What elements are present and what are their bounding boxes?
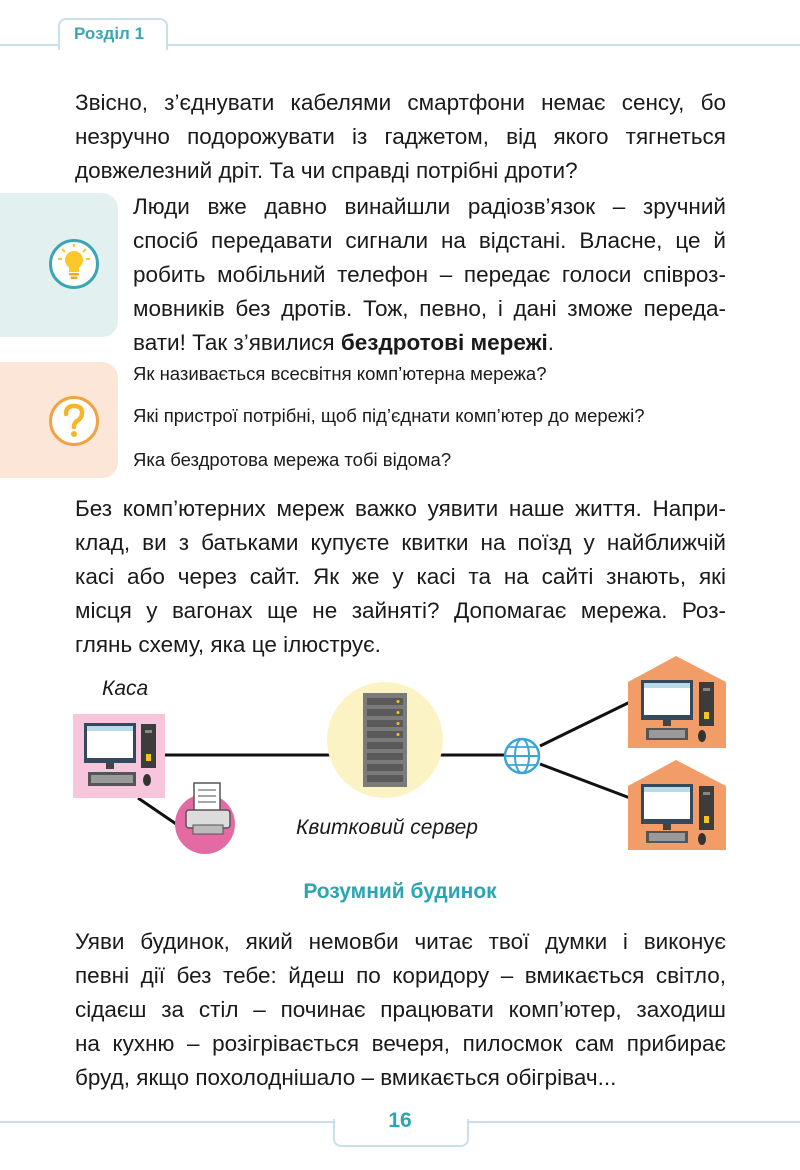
text-line: Без комп’ютерних мереж важко уявити наше життя. Напри- bbox=[75, 496, 726, 521]
ticket-server bbox=[327, 682, 443, 798]
lightbulb-icon bbox=[48, 238, 100, 290]
text-line: Уяви будинок, який немовби читає твої думки і виконує bbox=[75, 929, 726, 954]
home-computer-2 bbox=[628, 760, 726, 850]
network-paragraph bbox=[75, 492, 726, 662]
text-line: спосіб передавати сигнали на відстані. Власне, це й bbox=[133, 228, 726, 253]
smart-home-paragraph bbox=[75, 925, 726, 1095]
text-line: довжелезний дріт. Та чи справді потрібні дроти? bbox=[75, 158, 578, 183]
question-item: Як називається всесвітня комп’ютерна мережа? bbox=[133, 363, 547, 384]
question-icon bbox=[48, 395, 100, 447]
home-computer-1 bbox=[628, 656, 726, 748]
globe-icon bbox=[505, 739, 539, 773]
question-item: Які пристрої потрібні, щоб під’єднати комп’ютер до мережі? bbox=[133, 405, 645, 426]
text-line: мовників без дротів. Тож, певно, і дані зможе переда- bbox=[133, 296, 726, 321]
text-line: робить мобільний телефон – передає голоси співроз- bbox=[133, 262, 726, 287]
text-line: незручно подорожувати із гаджетом, від якого тягнеться bbox=[75, 124, 726, 149]
internet-house1-link bbox=[540, 702, 630, 746]
intro-paragraph bbox=[75, 86, 726, 188]
text-span: вати! Так з’явилися bbox=[133, 330, 341, 355]
text-span: . bbox=[547, 330, 555, 355]
text-line: певні дії без тебе: йдеш по коридору – вмикається світло, bbox=[75, 963, 726, 988]
text-line: місця у вагонах ще не зайняті? Допомагає мережа. Роз- bbox=[75, 598, 726, 623]
text-line: сідаєш за стіл – починає працювати комп’ютер, заходиш bbox=[75, 997, 726, 1022]
section-label: Розділ 1 bbox=[74, 24, 145, 43]
text-line: бруд, якщо похолоднішало – вмикається обігрівач... bbox=[75, 1065, 617, 1090]
info-paragraph bbox=[133, 190, 726, 360]
text-line: Люди вже давно винайшли радіозв’язок – зручний bbox=[133, 194, 726, 219]
text-line: клад, ви з батьками купуєте квитки на поїзд у найближчій bbox=[75, 530, 726, 555]
text-line: на кухню – розігрівається вечеря, пилосмок сам прибирає bbox=[75, 1031, 726, 1056]
text-line bbox=[133, 326, 726, 360]
internet-house2-link bbox=[540, 764, 630, 798]
cashier-computer bbox=[73, 714, 165, 798]
section-title: Розумний будинок bbox=[303, 880, 497, 903]
printer bbox=[175, 783, 235, 854]
network-diagram bbox=[0, 650, 800, 860]
text-line: касі або через сайт. Як же у касі та на сайті знають, які bbox=[75, 564, 726, 589]
server-label: Квитковий сервер bbox=[296, 816, 478, 839]
text-line: Звісно, з’єднувати кабелями смартфони немає сенсу, бо bbox=[75, 90, 726, 115]
page-number: 16 bbox=[388, 1109, 412, 1132]
text-line: глянь схему, яка це ілюструє. bbox=[75, 632, 381, 657]
cashier-label: Каса bbox=[102, 677, 149, 700]
question-item: Яка бездротова мережа тобі відома? bbox=[133, 449, 452, 470]
bold-term: бездротові мережі bbox=[340, 330, 548, 355]
